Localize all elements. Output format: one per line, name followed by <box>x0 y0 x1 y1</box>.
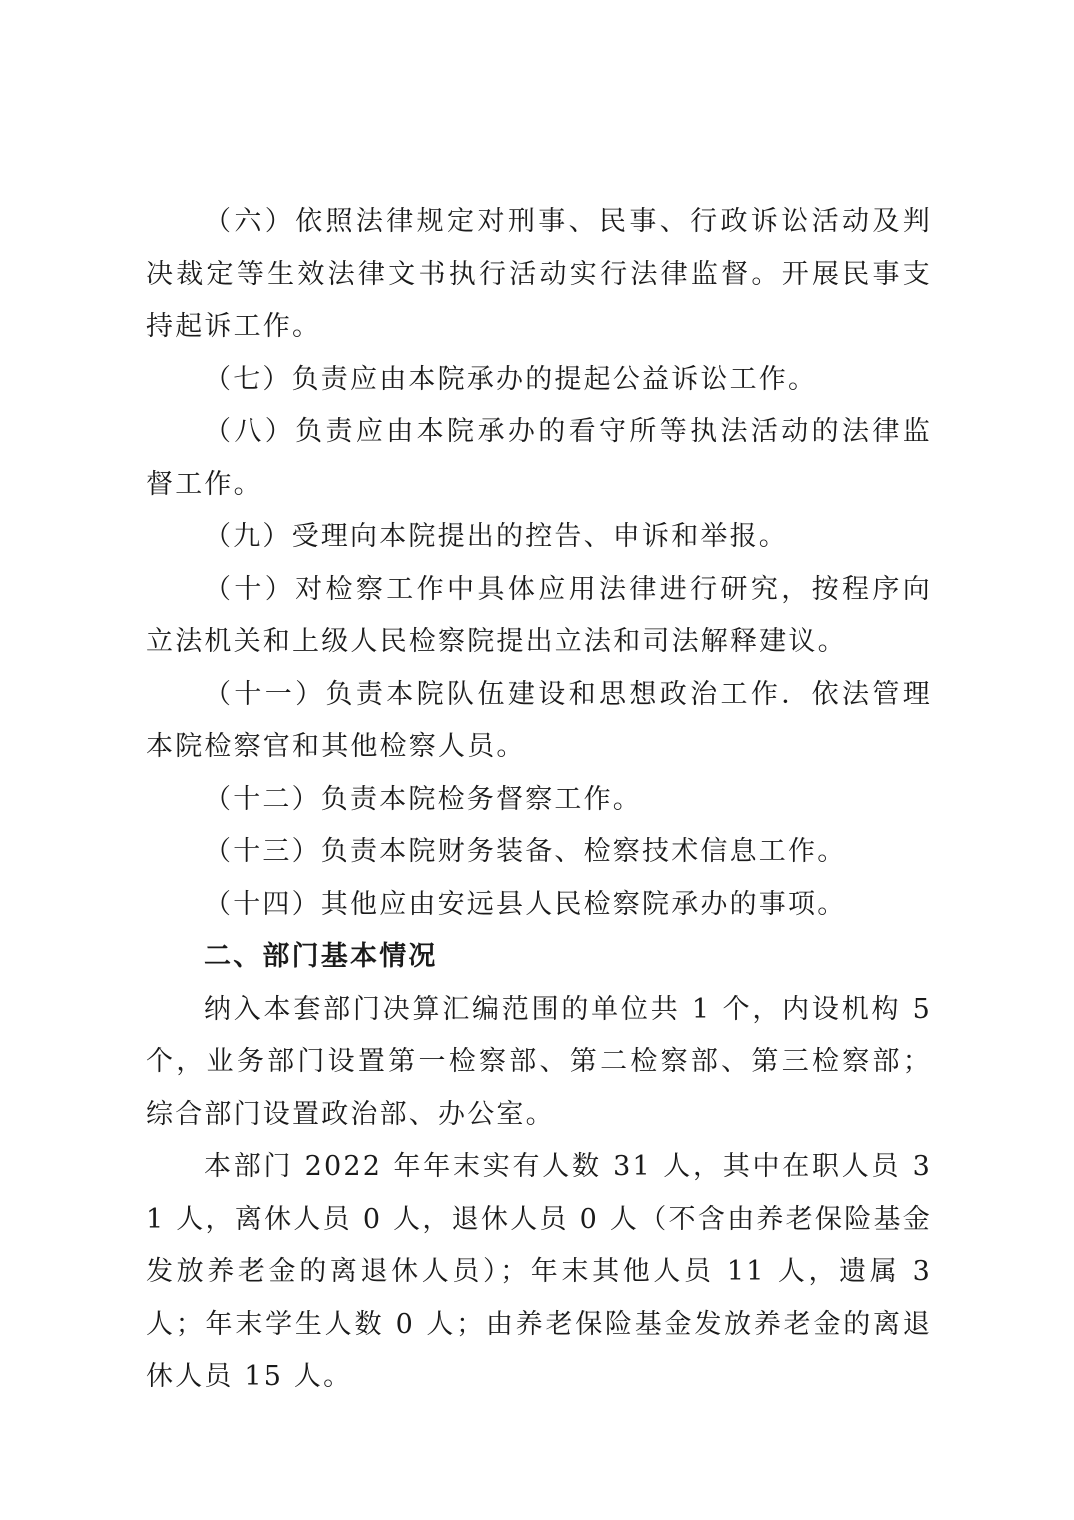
duty-item-eleven: （十一）负责本院队伍建设和思想政治工作．依法管理本院检察官和其他检察人员。 <box>146 678 932 762</box>
section-heading: 二、部门基本情况 <box>204 941 438 972</box>
duty-item-six: （六）依照法律规定对刑事、民事、行政诉讼活动及判决裁定等生效法律文书执行活动实行法律监督。开展民事支持起诉工作。 <box>146 206 932 342</box>
document-body <box>146 196 932 1404</box>
duty-item-fourteen: （十四）其他应由安远县人民检察院承办的事项。 <box>204 888 847 920</box>
duty-item-ten: （十）对检察工作中具体应用法律进行研究，按程序向立法机关和上级人民检察院提出立法和司法解释建议。 <box>146 573 932 657</box>
duty-item-thirteen: （十三）负责本院财务装备、检察技术信息工作。 <box>204 836 847 867</box>
basic-info-units: 纳入本套部门决算汇编范围的单位共 1 个，内设机构 5 个，业务部门设置第一检察部、第二检察部、第三检察部；综合部门设置政治部、办公室。 <box>146 993 932 1130</box>
basic-info-staff: 本部门 2022 年年末实有人数 31 人，其中在职人员 31 人，离休人员 0 人，退休人员 0 人（不含由养老保险基金发放养老金的离退休人员）；年末其他人员 11 人，遗属 3 人；年末学生人数 0 人；由养老保险基金发放养老金的离退休人员 15 人。 <box>146 1151 932 1392</box>
duty-item-twelve: （十二）负责本院检务督察工作。 <box>204 783 642 815</box>
duty-item-eight: （八）负责应由本院承办的看守所等执法活动的法律监督工作。 <box>146 416 932 500</box>
duty-item-seven: （七）负责应由本院承办的提起公益诉讼工作。 <box>204 363 818 395</box>
duty-item-nine: （九）受理向本院提出的控告、申诉和举报。 <box>204 521 788 552</box>
